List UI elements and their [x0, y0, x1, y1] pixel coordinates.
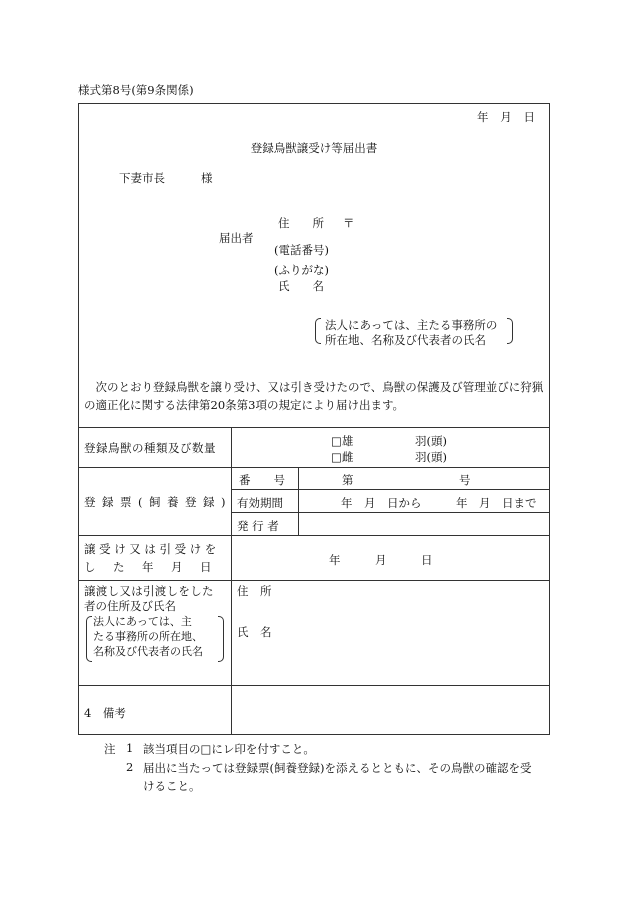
number-suffix: 号: [459, 473, 471, 487]
addressee-name: 下妻市長: [119, 171, 165, 185]
corp-note-left-bracket: [315, 318, 321, 344]
transferor-corp-left-bracket: [86, 616, 92, 662]
addressee-honorific: 様: [201, 171, 213, 185]
remarks-label: 4 備考: [84, 706, 126, 720]
applicant-phone-label: (電話番号): [274, 243, 329, 257]
corp-note-line1: 法人にあっては、主たる事務所の: [325, 318, 498, 332]
applicant-address-label: 住 所: [278, 216, 324, 230]
document-title: 登録鳥獣譲受け等届出書: [250, 141, 378, 155]
kind-label: 登録鳥獣の種類及び数量: [84, 441, 216, 455]
transferor-corp-right-bracket: [218, 616, 224, 662]
validity-value: 年 月 日から 年 月 日まで: [341, 496, 537, 510]
note2-line2: けること。: [143, 779, 201, 793]
corp-note-line2: 所在地、名称及び代表者の氏名: [325, 333, 486, 347]
postal-mark: 〒: [343, 216, 355, 230]
transferor-corp-line1: 法人にあっては、主: [93, 615, 192, 628]
male-checkbox[interactable]: □雄: [331, 434, 354, 448]
transferor-name-label: 氏 名: [237, 625, 272, 639]
transferor-address-label: 住 所: [237, 584, 272, 598]
female-unit: 羽(頭): [415, 450, 447, 464]
applicant-name-label: 氏 名: [278, 279, 324, 293]
corp-note-right-bracket: [507, 318, 513, 344]
received-date-label-line2: した年月日: [84, 560, 229, 574]
validity-label: 有効期間: [237, 496, 283, 510]
row-line-2a: [231, 489, 549, 490]
day-label: 日: [523, 110, 535, 124]
month-label: 月: [500, 110, 512, 124]
female-checkbox[interactable]: □雌: [331, 450, 354, 464]
row-line-2: [79, 467, 549, 468]
received-date-value: 年 月 日: [329, 553, 433, 567]
registration-label: 登録票(飼養登録): [84, 495, 232, 509]
number-prefix: 第: [342, 473, 354, 487]
sub-column-line: [298, 467, 299, 535]
row-line-1: [79, 427, 549, 428]
row-line-2b: [231, 512, 549, 513]
row-line-5: [79, 685, 549, 686]
transferor-label-line1: 譲渡し又は引渡しをした: [84, 584, 214, 598]
applicant-label: 届出者: [219, 231, 254, 245]
note1-number: 1: [126, 741, 134, 755]
column-line: [231, 427, 232, 734]
male-unit: 羽(頭): [415, 434, 447, 448]
row-line-4: [79, 580, 549, 581]
form-number: 様式第8号(第9条関係): [78, 83, 194, 97]
note2-number: 2: [126, 760, 134, 774]
number-label: 番 号: [239, 473, 285, 487]
transferor-corp-line3: 名称及び代表者の氏名: [93, 645, 203, 658]
applicant-furigana-label: (ふりがな): [274, 263, 329, 277]
note2-line1: 届出に当たっては登録票(飼養登録)を添えるとともに、その鳥獣の確認を受: [143, 761, 532, 775]
form-frame: [78, 103, 550, 735]
statement-text: 次のとおり登録鳥獣を譲り受け、又は引き受けたので、鳥獣の保護及び管理並びに狩猟の適正化に関する法律第20条第3項の規定により届け出ます。: [84, 380, 544, 412]
note1-text: 該当項目の□にレ印を付すこと。: [143, 742, 315, 756]
notes-head: 注: [104, 742, 116, 756]
transferor-corp-line2: たる事務所の所在地、: [93, 630, 203, 643]
date-line: [477, 109, 535, 125]
issuer-label: 発 行 者: [237, 519, 279, 533]
received-date-label-line1: 譲受け又は引受けを: [84, 542, 220, 556]
year-label: 年: [477, 110, 489, 124]
row-line-3: [79, 535, 549, 536]
transferor-label-line2: 者の住所及び氏名: [84, 599, 176, 613]
